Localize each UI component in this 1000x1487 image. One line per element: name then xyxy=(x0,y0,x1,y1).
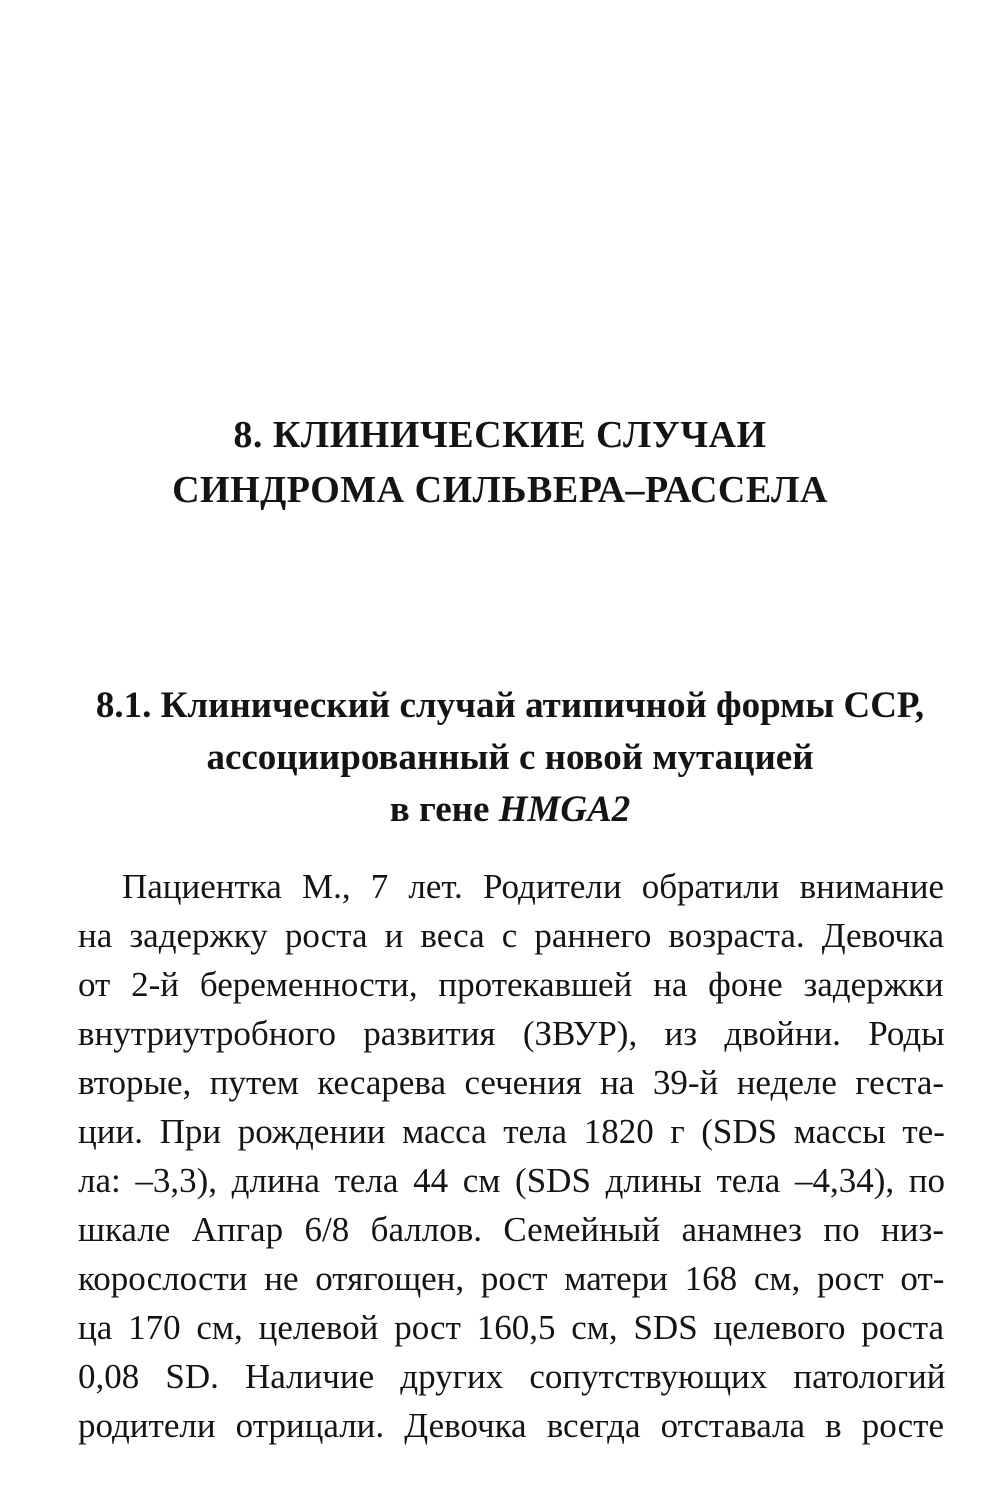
body-line: родители отрицали. Девочка всегда отставала в росте xyxy=(78,1406,945,1445)
body-line: шкале Апгар 6/8 баллов. Семейный анамнез по низ- xyxy=(78,1210,944,1249)
body-line: 0,08 SD. Наличие других сопутствующих патологий xyxy=(78,1357,946,1396)
body-line: внутриутробного развития (ЗВУР), из двойни. Роды xyxy=(78,1014,945,1053)
body-line: от 2-й беременности, протекавшей на фоне задержки xyxy=(78,965,944,1004)
body-paragraph xyxy=(78,862,944,1450)
body-line: на задержку роста и веса с раннего возраста. Девочка xyxy=(78,916,945,955)
body-line: ла: –3,3), длина тела 44 см (SDS длины тела –4,34), по xyxy=(78,1161,945,1200)
body-line: ции. При рождении масса тела 1820 г (SDS массы те- xyxy=(78,1112,945,1151)
chapter-title xyxy=(0,408,1000,518)
section-title-line-1: 8.1. Клинический случай атипичной формы ССР, xyxy=(95,685,925,726)
section-title-line-2: ассоциированный с новой мутацией xyxy=(206,737,814,778)
chapter-title-line-2: СИНДРОМА СИЛЬВЕРА–РАССЕЛА xyxy=(172,469,828,511)
section-title xyxy=(60,680,960,836)
body-line: корослости не отягощен, рост матери 168 см, рост от- xyxy=(78,1259,945,1298)
chapter-title-line-1: 8. КЛИНИЧЕСКИЕ СЛУЧАИ xyxy=(233,414,767,456)
body-line: ца 170 см, целевой рост 160,5 см, SDS целевого роста xyxy=(78,1308,944,1347)
section-title-line-3-prefix: в гене xyxy=(389,789,499,830)
section-title-line-3 xyxy=(60,784,960,836)
body-line: Пациентка М., 7 лет. Родители обратили внимание xyxy=(122,867,944,906)
body-line: вторые, путем кесарева сечения на 39-й неделе геста- xyxy=(78,1063,945,1102)
gene-name: HMGA2 xyxy=(498,789,631,830)
